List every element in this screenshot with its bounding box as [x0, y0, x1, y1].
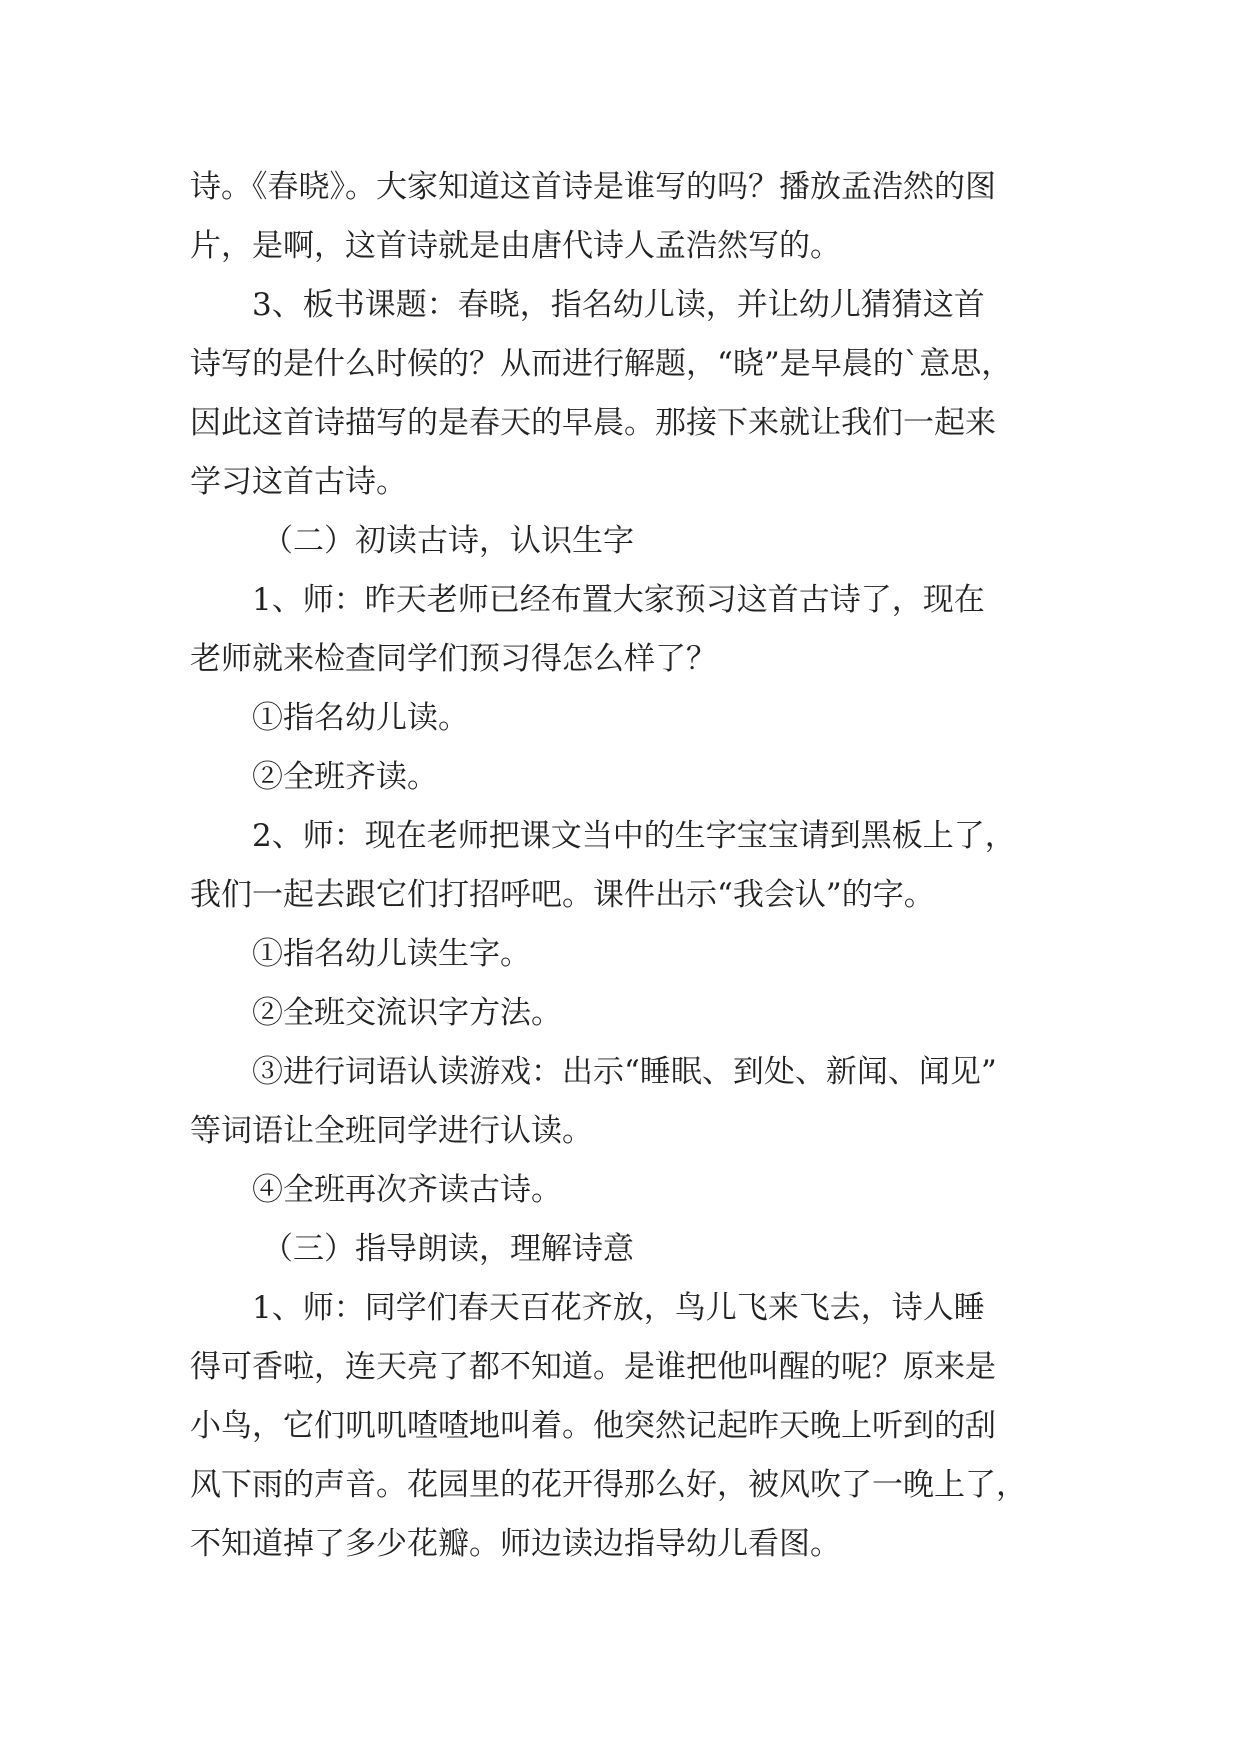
section-heading: （三）指导朗读，理解诗意 [262, 1231, 634, 1267]
list-item: ①指名幼儿读。 [252, 700, 469, 736]
list-item: ①指名幼儿读生字。 [252, 936, 531, 972]
paragraph-start-line: 1、师：昨天老师已经布置大家预习这首古诗了，现在 [252, 582, 985, 618]
text-line: 学习这首古诗。 [190, 464, 407, 500]
list-item: ③进行词语认读游戏：出示“睡眠、到处、新闻、闻见” [252, 1054, 997, 1090]
section-heading: （二）初读古诗，认识生字 [262, 523, 634, 559]
list-item: ④全班再次齐读古诗。 [252, 1172, 562, 1208]
text-line: 等词语让全班同学进行认读。 [190, 1113, 593, 1149]
text-line: 因此这首诗描写的是春天的早晨。那接下来就让我们一起来 [190, 405, 996, 441]
paragraph-start-line: 2、师：现在老师把课文当中的生字宝宝请到黑板上了， [252, 818, 1016, 854]
text-line: 小鸟，它们叽叽喳喳地叫着。他突然记起昨天晚上听到的刮 [190, 1408, 996, 1444]
text-line: 老师就来检查同学们预习得怎么样了？ [190, 641, 717, 677]
text-line: 片，是啊，这首诗就是由唐代诗人孟浩然写的。 [190, 228, 841, 264]
text-line: 诗。《春晓》。大家知道这首诗是谁写的吗？播放孟浩然的图 [190, 169, 996, 205]
list-item: ②全班交流识字方法。 [252, 995, 562, 1031]
text-line: 我们一起去跟它们打招呼吧。课件出示“我会认”的字。 [190, 877, 935, 913]
text-line: 得可香啦，连天亮了都不知道。是谁把他叫醒的呢？原来是 [190, 1349, 996, 1385]
document-body [190, 158, 1060, 1574]
text-line: 不知道掉了多少花瓣。师边读边指导幼儿看图。 [190, 1526, 841, 1562]
text-line: 诗写的是什么时候的？从而进行解题，“晓”是早晨的`意思， [190, 346, 1013, 382]
paragraph-start-line: 3、板书课题：春晓，指名幼儿读，并让幼儿猜猜这首 [252, 287, 985, 323]
text-line: 风下雨的声音。花园里的花开得那么好，被风吹了一晚上了， [190, 1467, 1027, 1503]
list-item: ②全班齐读。 [252, 759, 438, 795]
paragraph-start-line: 1、师：同学们春天百花齐放，鸟儿飞来飞去，诗人睡 [252, 1290, 985, 1326]
